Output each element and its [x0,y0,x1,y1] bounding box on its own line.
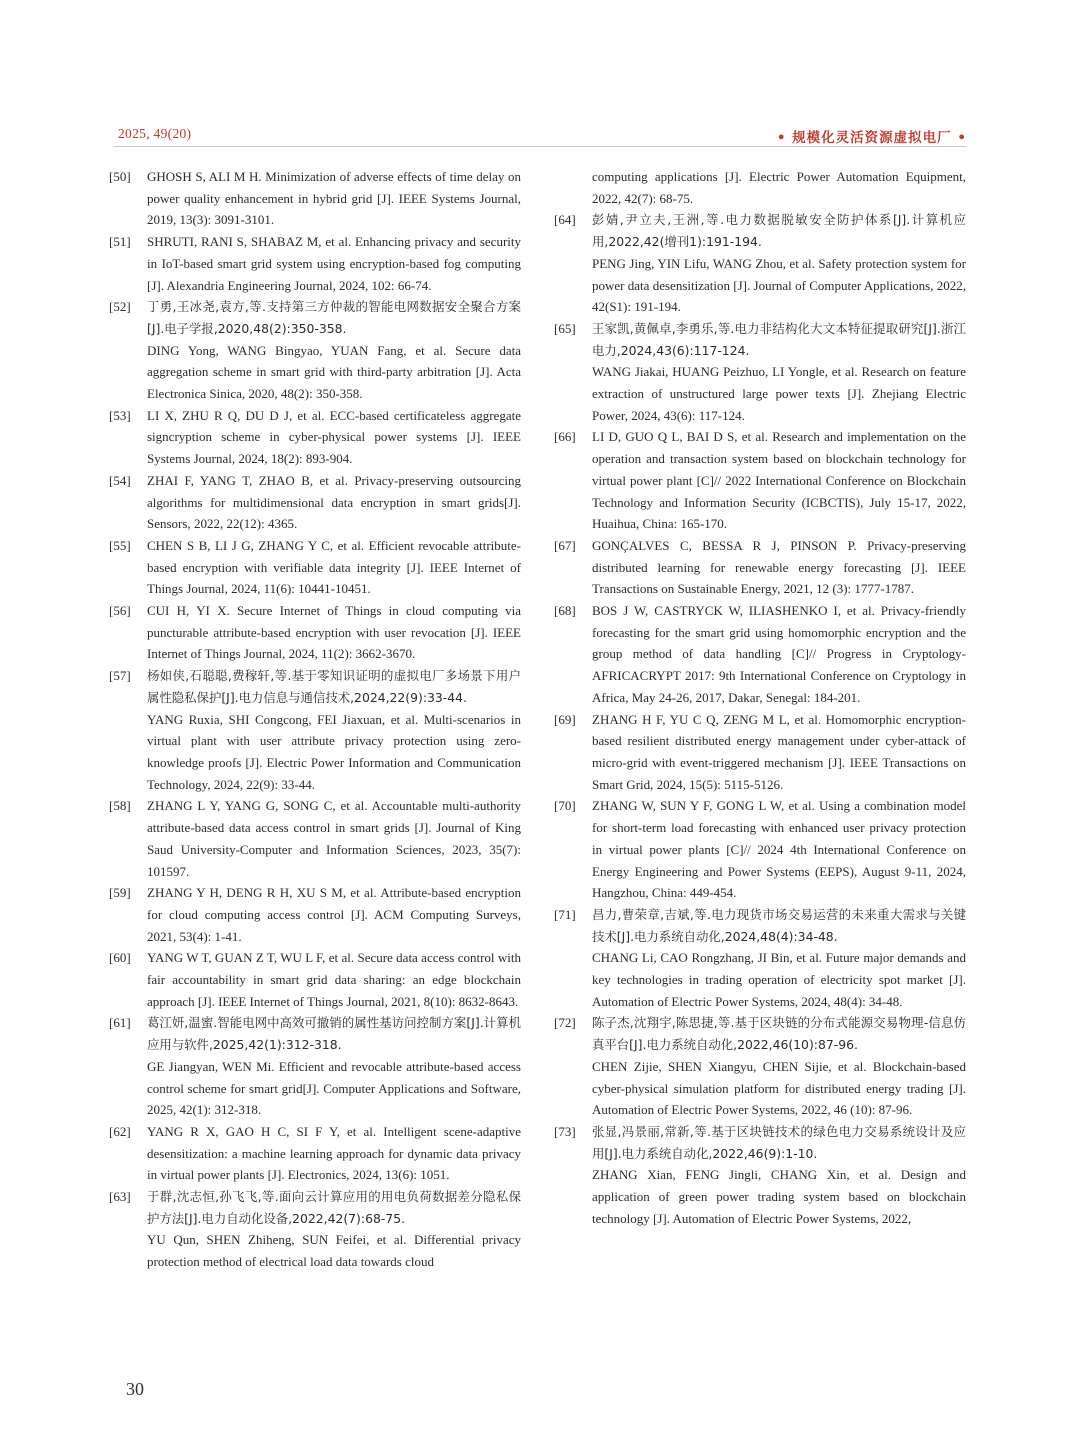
reference-entry [109,1012,521,1121]
reference-text-chinese: 昌力,曹荣章,吉斌,等.电力现货市场交易运营的未来重大需求与关键技术[J].电力系统自动化,2024,48(4):34-48. [592,906,966,944]
reference-number: [65] [554,320,576,336]
reference-number: [73] [554,1123,576,1139]
reference-entry [109,231,521,296]
reference-number: [59] [109,885,131,901]
reference-number: [70] [554,798,576,814]
reference-number: [62] [109,1123,131,1139]
reference-entry [554,1012,966,1121]
reference-text-english: ZHANG H F, YU C Q, ZENG M L, et al. Homomorphic encryption-based resilient distributed energy management under cyber-attack of micro-grid with event-triggered mechanism [J]. IEEE Transactions on Smart Grid, 2024, 15(5): 5115-5126. [592,711,966,792]
reference-entry [554,318,966,427]
reference-entry [109,882,521,947]
reference-entry [109,535,521,600]
reference-text-english: BOS J W, CASTRYCK W, ILIASHENKO I, et al. Privacy-friendly forecasting for the smart grid using homomorphic encryption and the group method of data handling [C]// Progress in Cryptology-AFRICACRYPT 2017: 9th International Conference on Cryptology in Africa, May 24-26, 2017, Dakar, Senegal: 184-201. [592,603,966,705]
reference-text-english: CHEN S B, LI J G, ZHANG Y C, et al. Efficient revocable attribute-based encryption with verifiable data integrity [J]. IEEE Internet of Things Journal, 2024, 11(6): 10441-10451. [147,537,521,597]
reference-entry [554,1121,966,1230]
reference-number: [50] [109,169,131,184]
reference-entry [109,470,521,535]
reference-text-chinese: 彭婧,尹立夫,王洲,等.电力数据脱敏安全防护体系[J].计算机应用,2022,42(增刊1):191-194. [592,212,966,250]
reference-number: [53] [109,407,131,423]
reference-entry [554,426,966,535]
reference-text-chinese: 杨如侠,石聪聪,费稼轩,等.基于零知识证明的虚拟电厂多场景下用户属性隐私保护[J].电力信息与通信技术,2024,22(9):33-44. [147,668,521,705]
reference-text-english: GONÇALVES C, BESSA R J, PINSON P. Privacy-preserving distributed learning for renewable energy forecasting [J]. IEEE Transactions on Sustainable Energy, 2021, 12 (3): 1777-1787. [592,537,966,597]
reference-entry [109,665,521,795]
reference-entry [554,166,966,209]
reference-number: [60] [109,950,131,966]
reference-number: [68] [554,603,576,619]
reference-number: [66] [554,429,576,445]
issue-label: 2025, 49(20) [118,126,192,141]
reference-entry [554,535,966,600]
reference-text-chinese: 葛江妍,温蜜.智能电网中高效可撤销的属性基访问控制方案[J].计算机应用与软件,2025,42(1):312-318. [147,1015,521,1053]
reference-text-english: ZHANG Xian, FENG Jingli, CHANG Xin, et al. Design and application of green power trading system based on blockchain technology [J]. Automation of Electric Power Systems, 2022, [592,1167,966,1226]
reference-number: [54] [109,472,131,488]
reference-text-english: ZHANG W, SUN Y F, GONG L W, et al. Using a combination model for short-term load forecasting with enhanced user privacy protection in virtual power plants [C]// 2024 4th International Conference on Energy Engineering and Power Systems (EEPS), August 9-11, 2024, Hangzhou, China: 449-454. [592,798,966,901]
reference-number: [55] [109,537,131,553]
reference-entry [554,600,966,709]
reference-text-chinese: 丁勇,王冰尧,袁方,等.支持第三方仲裁的智能电网数据安全聚合方案[J].电子学报,2020,48(2):350-358. [147,299,521,336]
reference-text-english: YU Qun, SHEN Zhiheng, SUN Feifei, et al. Differential privacy protection method of electrical load data towards cloud [147,1232,521,1270]
reference-number: [52] [109,299,131,315]
reference-text-english: ZHANG L Y, YANG G, SONG C, et al. Accountable multi-authority attribute-based data access control in smart grids [J]. Journal of King Saud University-Computer and Information Sciences, 2023, 35(7): 101597. [147,798,521,879]
reference-number: [64] [554,212,576,228]
section-title: • 规模化灵活资源虚拟电厂 • [776,130,967,146]
reference-entry [109,166,521,231]
reference-text-english: CHANG Li, CAO Rongzhang, JI Bin, et al. Future major demands and key technologies in trading operation of electricity spot market [J]. Automation of Electric Power Systems, 2024, 48(4): 34-48. [592,950,966,1009]
reference-text-english: CUI H, YI X. Secure Internet of Things in cloud computing via puncturable attribute-based encryption with user revocation [J]. IEEE Internet of Things Journal, 2024, 11(2): 3662-3670. [147,603,521,662]
reference-number: [61] [109,1015,131,1031]
reference-text-english: WANG Jiakai, HUANG Peizhuo, LI Yongle, et al. Research on feature extraction of unstructured large power texts [J]. Zhejiang Electric Power, 2024, 43(6): 117-124. [592,364,966,423]
reference-number: [57] [109,668,131,684]
header-divider [113,146,967,147]
reference-column-right [554,166,966,1229]
reference-text-english: ZHANG Y H, DENG R H, XU S M, et al. Attribute-based encryption for cloud computing access control [J]. ACM Computing Surveys, 2021, 53(4): 1-41. [147,885,521,944]
reference-entry [109,1186,521,1273]
reference-entry [109,947,521,1012]
reference-text-chinese: 于群,沈志恒,孙飞飞,等.面向云计算应用的用电负荷数据差分隐私保护方法[J].电力自动化设备,2022,42(7):68-75. [147,1189,521,1226]
reference-number: [51] [109,234,131,250]
reference-text-english: GHOSH S, ALI M H. Minimization of adverse effects of time delay on power quality enhancement in hybrid grid [J]. IEEE Systems Journal, 2019, 13(3): 3091-3101. [147,169,521,228]
reference-entry [554,904,966,1013]
reference-text-english: YANG R X, GAO H C, SI F Y, et al. Intelligent scene-adaptive desensitization: a machine learning approach for dynamic data privacy in virtual power plants [J]. Electronics, 2024, 13(6): 1051. [147,1123,521,1183]
reference-text-english: YANG Ruxia, SHI Congcong, FEI Jiaxuan, et al. Multi-scenarios in virtual plant with user attribute privacy protection using zero-knowledge proofs [J]. Electric Power Information and Communication Technology, 2024, 22(9): 33-44. [147,711,521,792]
reference-number: [72] [554,1015,576,1031]
reference-entry [554,709,966,796]
reference-text-chinese: 王家凯,黄佩卓,李勇乐,等.电力非结构化大文本特征提取研究[J].浙江电力,2024,43(6):117-124. [592,320,966,358]
reference-text-english: GE Jiangyan, WEN Mi. Efficient and revocable attribute-based access control scheme for smart grid[J]. Computer Applications and Software, 2025, 42(1): 312-318. [147,1058,521,1118]
reference-number: [67] [554,537,576,553]
reference-text-english: PENG Jing, YIN Lifu, WANG Zhou, et al. Safety protection system for power data desensitization [J]. Journal of Computer Applications, 2022, 42(S1): 191-194. [592,255,966,315]
reference-text-english: computing applications [J]. Electric Power Automation Equipment, 2022, 42(7): 68-75. [592,169,966,206]
reference-entry [109,296,521,405]
reference-text-english: DING Yong, WANG Bingyao, YUAN Fang, et al. Secure data aggregation scheme in smart grid with third-party arbitration [J]. Acta Electronica Sinica, 2020, 48(2): 350-358. [147,342,521,402]
reference-text-english: SHRUTI, RANI S, SHABAZ M, et al. Enhancing privacy and security in IoT-based smart grid system using encryption-based fog computing [J]. Alexandria Engineering Journal, 2024, 102: 66-74. [147,234,521,293]
reference-text-english: CHEN Zijie, SHEN Xiangyu, CHEN Sijie, et al. Blockchain-based cyber-physical simulation platform for distributed energy trading [J]. Automation of Electric Power Systems, 2022, 46 (10): 87-96. [592,1058,966,1118]
reference-entry [554,795,966,904]
reference-number: [56] [109,603,131,619]
reference-text-english: YANG W T, GUAN Z T, WU L F, et al. Secure data access control with fair accountability in smart grid data sharing: an edge blockchain approach [J]. IEEE Internet of Things Journal, 2021, 8(10): 8632-8643. [147,950,521,1009]
reference-text-chinese: 陈子杰,沈翔宇,陈思捷,等.基于区块链的分布式能源交易物理-信息仿真平台[J].电力系统自动化,2022,46(10):87-96. [592,1015,966,1053]
reference-entry [109,405,521,470]
reference-text-english: ZHAI F, YANG T, ZHAO B, et al. Privacy-preserving outsourcing algorithms for multidimensional data encryption in smart grids[J]. Sensors, 2022, 22(12): 4365. [147,472,521,532]
reference-number: [69] [554,711,576,727]
reference-column-left [109,166,521,1273]
reference-entry [109,795,521,882]
reference-entry [554,209,966,318]
reference-entry [109,600,521,665]
running-header [113,124,967,146]
reference-number: [58] [109,798,131,814]
reference-number: [71] [554,906,576,922]
reference-number: [63] [109,1189,131,1205]
reference-text-english: LI X, ZHU R Q, DU D J, et al. ECC-based certificateless aggregate signcryption scheme in cyber-physical power systems [J]. IEEE Systems Journal, 2024, 18(2): 893-904. [147,407,521,467]
reference-entry [109,1121,521,1186]
reference-text-english: LI D, GUO Q L, BAI D S, et al. Research and implementation on the operation and transaction system based on blockchain technology for virtual power plant [C]// 2022 International Conference on Blockchain Technology and Information Security (ICBCTIS), July 15-17, 2022, Huaihua, China: 165-170. [592,429,966,532]
page-number: 30 [126,1379,144,1399]
reference-text-chinese: 张显,冯景丽,常新,等.基于区块链技术的绿色电力交易系统设计及应用[J].电力系统自动化,2022,46(9):1-10. [592,1123,966,1161]
